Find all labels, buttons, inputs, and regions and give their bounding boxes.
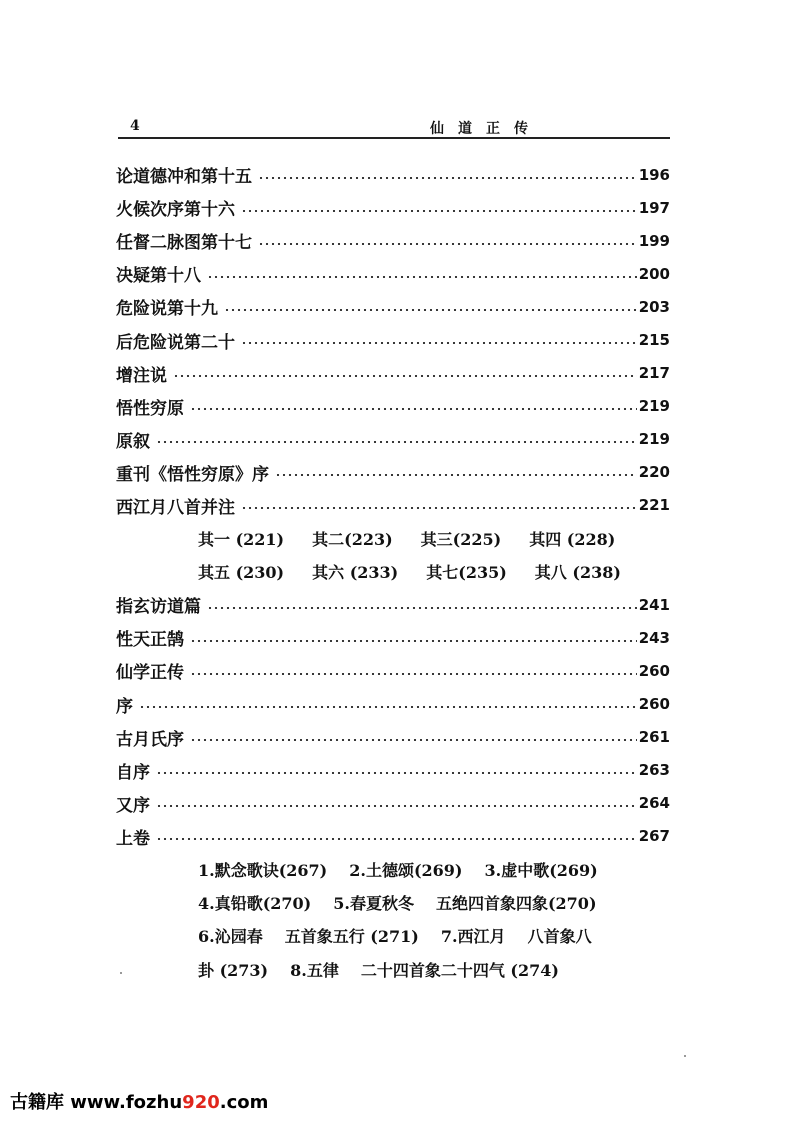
toc-subentry: 其三(225)	[420, 530, 502, 550]
toc-entry-page: 200	[638, 264, 670, 283]
dot-leader	[241, 210, 637, 212]
toc-subentry: 其四 (228)	[529, 530, 616, 550]
toc-entry-page: 267	[638, 827, 670, 846]
dot-leader	[190, 640, 637, 642]
toc-entry-page: 241	[638, 595, 670, 614]
shangjuan-row	[116, 953, 670, 986]
toc-subentry: 其五 (230)	[198, 563, 285, 583]
page-number: 4	[130, 118, 140, 134]
watermark	[10, 1088, 268, 1114]
toc-entry-title: 自序	[116, 762, 150, 783]
toc-entry-title: 任督二脉图第十七	[116, 233, 252, 254]
toc-entry-page: 261	[638, 728, 670, 747]
toc-entry-title: 火候次序第十六	[116, 200, 235, 221]
toc-subentry: 4.真铅歌(270)	[198, 894, 312, 914]
toc-subentry: 其二(223)	[312, 530, 393, 550]
toc-group-a	[116, 158, 670, 522]
toc-entry	[116, 621, 670, 654]
toc-subentry: 5.春夏秋冬	[333, 894, 414, 914]
toc-entry-page: 221	[638, 496, 670, 515]
toc-entry	[116, 787, 670, 820]
toc-subentry: 八首象八	[527, 927, 592, 947]
toc-entry-page: 203	[638, 297, 670, 316]
watermark-url-number: 920	[182, 1092, 220, 1113]
toc-entry	[116, 191, 670, 224]
toc-entry	[116, 688, 670, 721]
dot-leader	[156, 805, 637, 807]
table-of-contents	[116, 158, 670, 986]
toc-subentry: 其八 (238)	[534, 563, 621, 583]
toc-entry	[116, 654, 670, 687]
toc-entry	[116, 820, 670, 853]
header-rule	[118, 137, 670, 139]
toc-entry-page: 264	[638, 794, 670, 813]
dot-leader	[258, 243, 637, 245]
dot-leader	[241, 342, 637, 344]
toc-subentry: 3.虚中歌(269)	[484, 861, 598, 881]
toc-subentry: 卦 (273)	[198, 960, 269, 980]
dot-leader	[224, 309, 637, 311]
toc-entry-title: 增注说	[116, 365, 167, 386]
dot-leader	[275, 474, 637, 476]
toc-entry-page: 196	[638, 165, 670, 184]
toc-entry-title: 指玄访道篇	[116, 597, 201, 618]
toc-entry-title: 古月氏序	[116, 729, 184, 750]
toc-entry-page: 220	[638, 463, 670, 482]
toc-entry-page: 199	[638, 231, 670, 250]
xijiang-subentries-row-2	[116, 555, 670, 588]
toc-subentry: 1.默念歌诀(267)	[198, 861, 328, 881]
toc-entry	[116, 158, 670, 191]
toc-entry	[116, 323, 670, 356]
toc-subentry: 其一 (221)	[198, 530, 285, 550]
toc-entry-title: 后危险说第二十	[116, 332, 235, 353]
toc-subentry: 2.土德颂(269)	[349, 861, 463, 881]
dot-leader	[173, 375, 637, 377]
toc-subentry: 二十四首象二十四气 (274)	[360, 960, 559, 980]
dot-leader	[258, 177, 637, 179]
toc-entry-title: 又序	[116, 795, 150, 816]
toc-entry-page: 260	[638, 695, 670, 714]
toc-entry-title: 悟性穷原	[116, 398, 184, 419]
toc-entry-page: 263	[638, 761, 670, 780]
dot-leader	[207, 276, 637, 278]
toc-entry	[116, 489, 670, 522]
toc-entry-title: 决疑第十八	[116, 266, 201, 287]
dot-leader	[190, 673, 637, 675]
scan-speck	[120, 972, 122, 974]
shangjuan-subentries	[116, 853, 670, 986]
toc-entry	[116, 588, 670, 621]
toc-entry-page: 219	[638, 397, 670, 416]
dot-leader	[190, 739, 637, 741]
toc-entry	[116, 754, 670, 787]
toc-entry-page: 219	[638, 430, 670, 449]
toc-entry-title: 危险说第十九	[116, 299, 218, 320]
toc-entry-title: 论道德冲和第十五	[116, 167, 252, 188]
toc-entry-title: 原叙	[116, 431, 150, 452]
shangjuan-row	[116, 886, 670, 919]
toc-subentry: 五绝四首象四象(270)	[435, 894, 597, 914]
toc-subentry: 7.西江月	[440, 927, 506, 947]
book-title: 仙道正传	[430, 121, 542, 137]
toc-entry-page: 260	[638, 661, 670, 680]
shangjuan-row	[116, 919, 670, 952]
dot-leader	[156, 838, 637, 840]
toc-entry	[116, 257, 670, 290]
toc-subentry: 6.沁园春	[198, 927, 263, 947]
toc-subentry: 五首象五行 (271)	[284, 927, 419, 947]
toc-entry	[116, 290, 670, 323]
toc-entry	[116, 423, 670, 456]
toc-group-b	[116, 588, 670, 853]
shangjuan-row	[116, 853, 670, 886]
toc-subentry: 其七(235)	[426, 563, 507, 583]
watermark-site-name: 古籍库	[10, 1092, 64, 1113]
toc-subentry: 其六 (233)	[312, 563, 399, 583]
page-header	[118, 118, 670, 142]
xijiang-subentries-row-1	[116, 522, 670, 555]
toc-entry-page: 197	[638, 198, 670, 217]
toc-entry-page: 217	[638, 364, 670, 383]
toc-entry	[116, 357, 670, 390]
toc-entry	[116, 721, 670, 754]
toc-entry-title: 重刊《悟性穷原》序	[116, 464, 269, 485]
watermark-url-prefix: www.fozhu	[70, 1092, 183, 1113]
toc-entry-page: 243	[638, 628, 670, 647]
scan-speck	[684, 1055, 686, 1057]
toc-entry	[116, 390, 670, 423]
dot-leader	[156, 772, 637, 774]
dot-leader	[241, 507, 637, 509]
watermark-url-suffix: .com	[219, 1092, 269, 1113]
toc-entry-title: 序	[116, 696, 133, 717]
dot-leader	[139, 706, 637, 708]
toc-entry-title: 性天正鹄	[116, 630, 184, 651]
dot-leader	[207, 607, 637, 609]
toc-entry-title: 上卷	[116, 828, 150, 849]
toc-entry-title: 西江月八首并注	[116, 497, 235, 518]
dot-leader	[156, 441, 637, 443]
toc-entry-title: 仙学正传	[116, 663, 184, 684]
toc-subentry: 8.五律	[290, 960, 339, 980]
toc-entry	[116, 224, 670, 257]
dot-leader	[190, 408, 637, 410]
toc-entry	[116, 456, 670, 489]
toc-entry-page: 215	[638, 331, 670, 350]
